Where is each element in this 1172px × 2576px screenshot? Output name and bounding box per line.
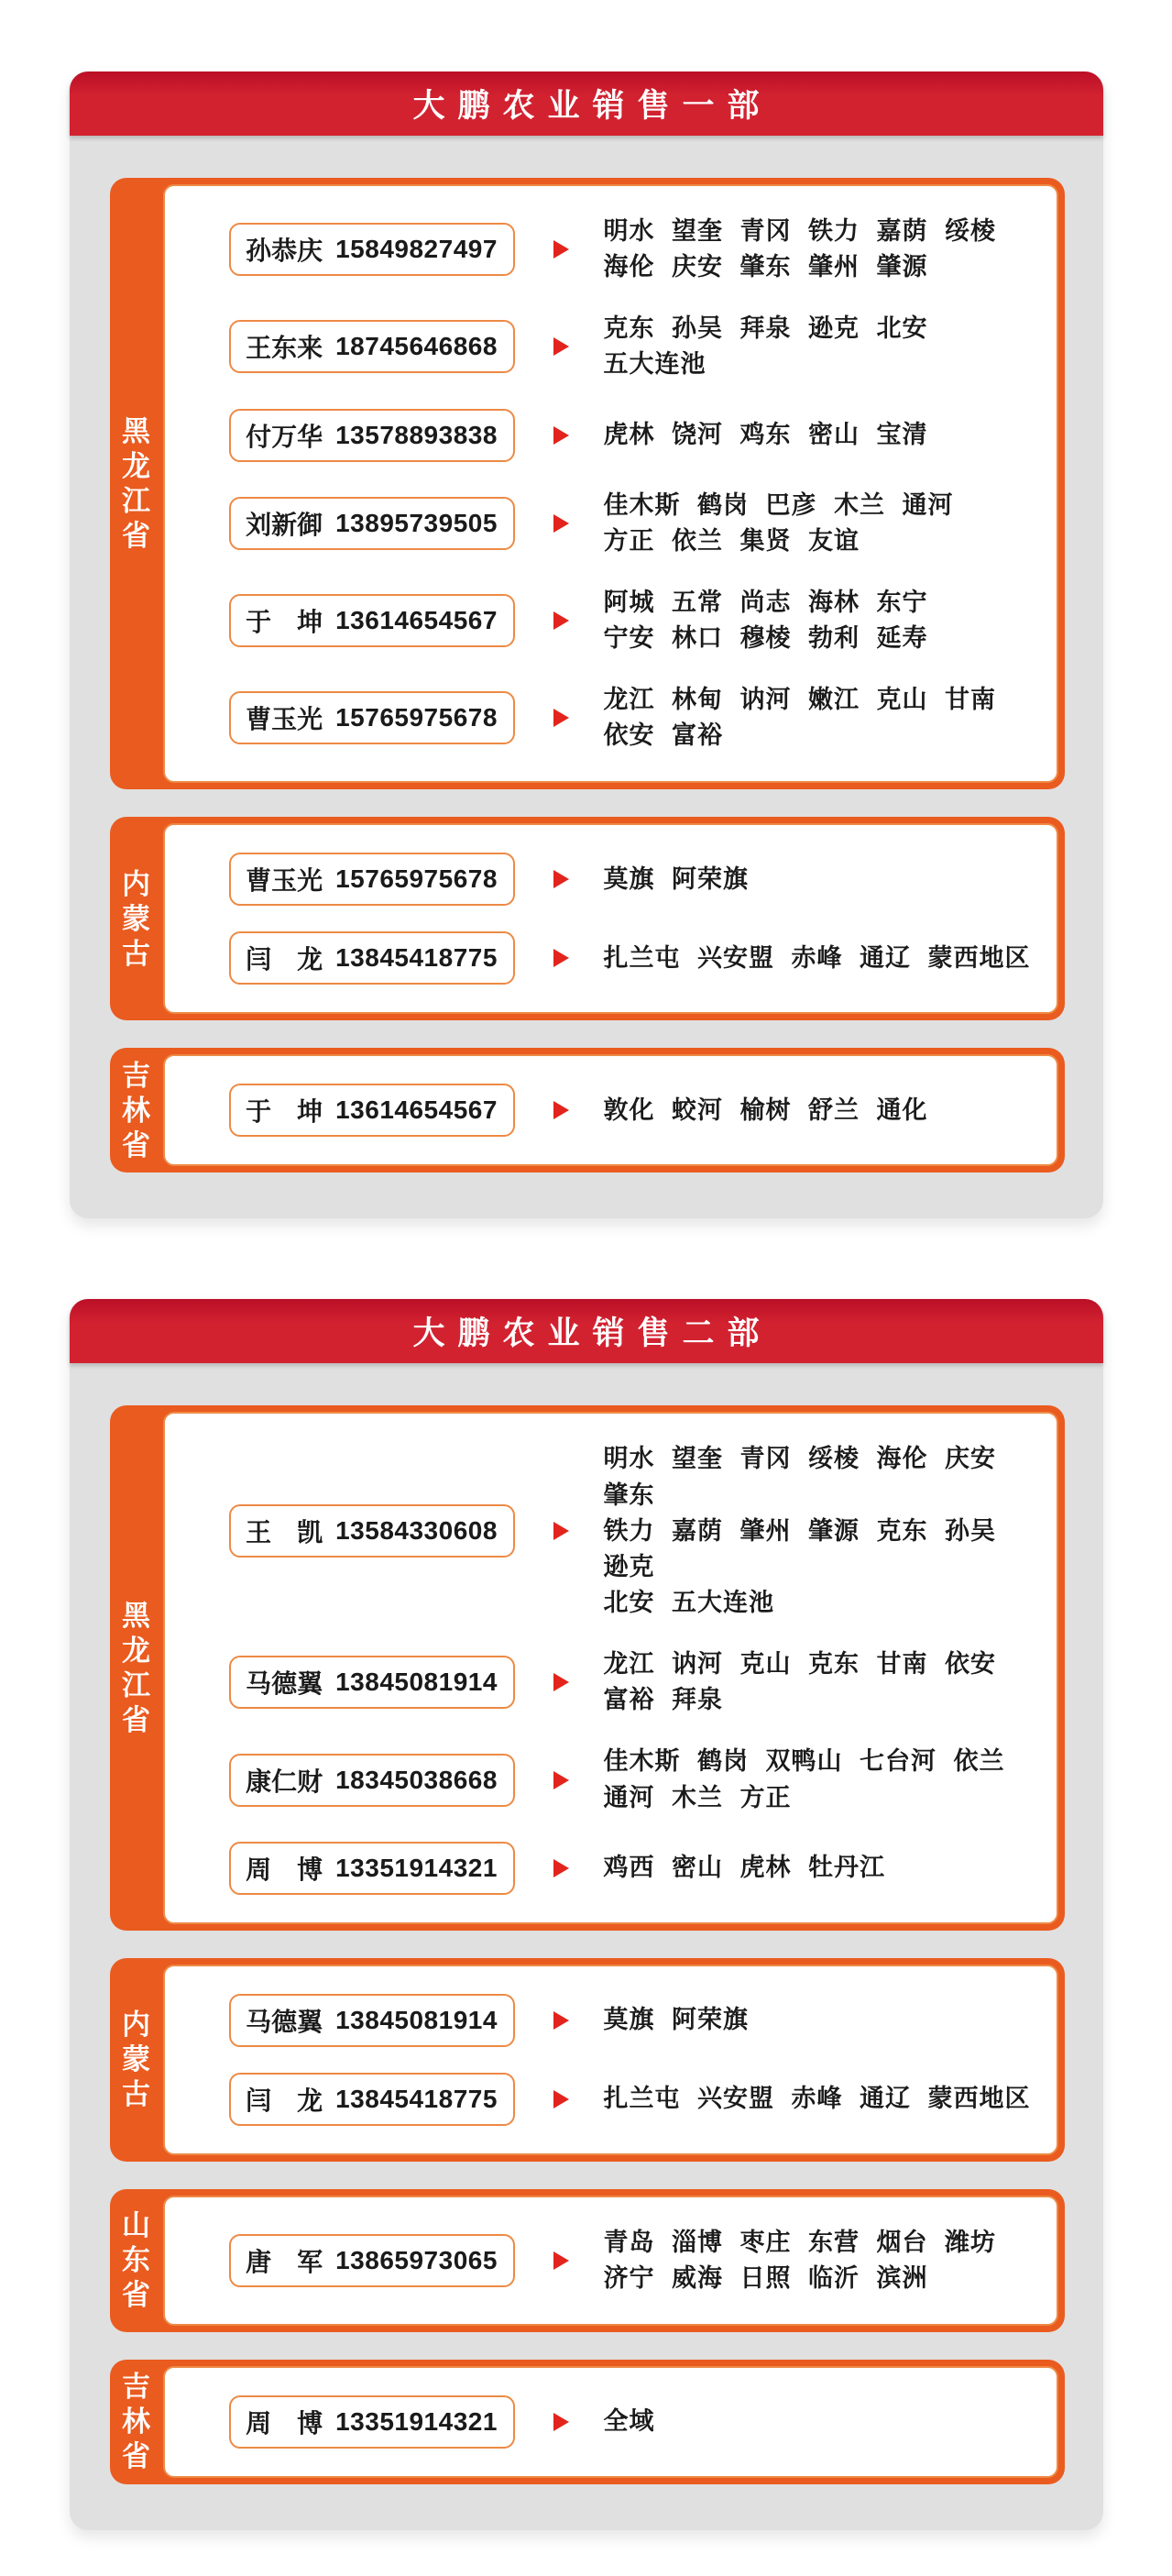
right-triangle-icon — [553, 426, 569, 445]
contact-box — [229, 1994, 515, 2047]
region-lines — [604, 585, 928, 656]
card-title: 大鹏农业销售一部 — [70, 72, 1103, 136]
contact-phone: 13865973065 — [335, 2245, 498, 2274]
contact-phone: 13845418775 — [335, 943, 498, 973]
province-char: 林 — [122, 2405, 150, 2438]
sales-card — [70, 1299, 1103, 2530]
right-triangle-icon — [553, 337, 569, 356]
contact-box — [229, 1504, 515, 1558]
contact-box — [229, 409, 515, 462]
region-lines — [604, 488, 954, 559]
region-lines — [604, 682, 997, 754]
province-char: 东 — [122, 2244, 150, 2277]
region-line: 五大连池 — [603, 350, 706, 379]
contact-name: 于 坤 — [246, 1097, 323, 1127]
contact-name: 闫 龙 — [246, 945, 323, 974]
contact-box — [229, 1842, 515, 1895]
region-lines — [604, 214, 997, 285]
contact-phone: 13845081914 — [335, 2005, 498, 2034]
province-group — [110, 178, 1065, 789]
group-panel — [163, 184, 1058, 783]
region-lines — [604, 311, 928, 382]
right-triangle-icon — [553, 240, 569, 259]
province-tab — [110, 2189, 163, 2332]
sales-card — [70, 72, 1103, 1218]
group-panel — [163, 1412, 1058, 1923]
province-char: 内 — [122, 2009, 150, 2042]
province-char: 山 — [122, 2209, 150, 2242]
region-line: 宁安 林口 穆棱 勃利 延寿 — [603, 623, 928, 652]
region-line: 青岛 淄博 枣庄 东营 烟台 潍坊 — [603, 2228, 997, 2256]
province-char: 江 — [122, 485, 150, 518]
contact-row — [229, 2073, 1035, 2126]
contact-phone: 13578893838 — [335, 420, 498, 449]
right-triangle-icon — [553, 870, 569, 888]
contact-box — [229, 594, 515, 647]
province-tab — [110, 817, 163, 1020]
contact-row — [229, 488, 1035, 559]
region-line: 莫旗 阿荣旗 — [603, 864, 750, 893]
contact-phone: 15765975678 — [335, 864, 498, 894]
region-line: 富裕 拜泉 — [603, 1686, 724, 1714]
contact-name: 马德翼 — [246, 1669, 323, 1699]
right-triangle-icon — [553, 949, 569, 967]
contact-phone: 13351914321 — [335, 1853, 498, 1882]
region-lines — [604, 417, 928, 453]
region-lines — [604, 2081, 1031, 2117]
contact-name: 曹玉光 — [246, 705, 323, 734]
contact-name: 王 凯 — [246, 1518, 323, 1547]
contact-name: 周 博 — [246, 1855, 323, 1884]
province-group — [110, 1958, 1065, 2162]
province-char: 林 — [122, 1094, 150, 1127]
province-tab — [110, 1405, 163, 1930]
province-char: 古 — [122, 937, 150, 970]
province-char: 龙 — [122, 1635, 150, 1668]
contact-box — [229, 2395, 515, 2449]
province-group — [110, 1048, 1065, 1172]
right-triangle-icon — [553, 514, 569, 533]
region-line: 佳木斯 鹤岗 巴彦 木兰 通河 — [603, 490, 954, 519]
region-lines — [604, 2404, 655, 2439]
contact-row — [229, 1084, 1035, 1137]
province-tab — [110, 1958, 163, 2162]
right-triangle-icon — [553, 2011, 569, 2030]
contact-row — [229, 1441, 1035, 1621]
province-char: 蒙 — [122, 2043, 150, 2076]
province-char: 吉 — [122, 1059, 150, 1092]
province-group — [110, 2189, 1065, 2332]
card-body — [70, 136, 1103, 1218]
region-lines — [604, 2225, 997, 2296]
province-group — [110, 817, 1065, 1020]
region-line: 通河 木兰 方正 — [603, 1783, 792, 1811]
contact-name: 刘新御 — [246, 510, 323, 539]
contact-name: 于 坤 — [246, 607, 323, 636]
region-line: 方正 依兰 集贤 友谊 — [603, 526, 860, 555]
region-line: 龙江 林甸 讷河 嫩江 克山 甘南 — [603, 686, 997, 714]
contact-box — [229, 1084, 515, 1137]
province-char: 内 — [122, 867, 150, 900]
region-line: 扎兰屯 兴安盟 赤峰 通辽 蒙西地区 — [603, 943, 1031, 972]
province-char: 江 — [122, 1669, 150, 1702]
right-triangle-icon — [553, 611, 569, 630]
contact-phone: 13895739505 — [335, 508, 498, 537]
region-lines — [604, 1744, 1005, 1815]
contact-row — [229, 409, 1035, 462]
region-line: 虎林 饶河 鸡东 密山 宝清 — [603, 420, 928, 448]
card-body — [70, 1363, 1103, 2530]
contact-row — [229, 2225, 1035, 2296]
contact-name: 付万华 — [246, 422, 323, 451]
right-triangle-icon — [553, 2251, 569, 2270]
province-tab — [110, 1048, 163, 1172]
contact-name: 闫 龙 — [246, 2086, 323, 2115]
province-group — [110, 2360, 1065, 2484]
region-line: 莫旗 阿荣旗 — [603, 2006, 750, 2034]
region-line: 明水 望奎 青冈 绥棱 海伦 庆安 肇东 — [603, 1445, 997, 1509]
contact-box — [229, 2073, 515, 2126]
region-line: 北安 五大连池 — [603, 1588, 775, 1616]
contact-name: 唐 军 — [246, 2247, 323, 2276]
province-char: 古 — [122, 2078, 150, 2111]
contact-phone: 18745646868 — [335, 332, 498, 361]
contact-box — [229, 223, 515, 276]
province-char: 吉 — [122, 2371, 150, 2404]
region-line: 龙江 讷河 克山 克东 甘南 依安 — [603, 1650, 997, 1679]
region-line: 明水 望奎 青冈 铁力 嘉荫 绥棱 — [603, 217, 997, 245]
region-line: 克东 孙吴 拜泉 逊克 北安 — [603, 314, 928, 343]
province-char: 黑 — [122, 1600, 150, 1633]
region-line: 佳木斯 鹤岗 双鸭山 七台河 依兰 — [603, 1747, 1005, 1776]
contact-name: 周 博 — [246, 2408, 323, 2438]
contact-box — [229, 853, 515, 906]
contact-name: 马德翼 — [246, 2007, 323, 2036]
region-line: 扎兰屯 兴安盟 赤峰 通辽 蒙西地区 — [603, 2085, 1031, 2113]
contact-row — [229, 1646, 1035, 1718]
contact-phone: 13614654567 — [335, 1095, 498, 1125]
province-char: 省 — [122, 1704, 150, 1737]
contact-row — [229, 853, 1035, 906]
contact-row — [229, 311, 1035, 382]
group-panel — [163, 2366, 1058, 2478]
group-panel — [163, 1965, 1058, 2155]
right-triangle-icon — [553, 709, 569, 727]
region-lines — [604, 941, 1031, 976]
right-triangle-icon — [553, 1859, 569, 1877]
right-triangle-icon — [553, 1771, 569, 1789]
province-tab — [110, 178, 163, 789]
group-panel — [163, 823, 1058, 1014]
contact-phone: 13845081914 — [335, 1668, 498, 1697]
region-line: 敦化 蛟河 榆树 舒兰 通化 — [603, 1095, 928, 1124]
contact-box — [229, 2234, 515, 2287]
province-char: 蒙 — [122, 902, 150, 935]
right-triangle-icon — [553, 1522, 569, 1540]
contact-phone: 15765975678 — [335, 703, 498, 732]
region-lines — [604, 1093, 928, 1128]
contact-row — [229, 2395, 1035, 2449]
region-lines — [604, 2002, 750, 2038]
region-line: 全域 — [603, 2407, 655, 2436]
contact-phone: 13614654567 — [335, 605, 498, 634]
province-char: 龙 — [122, 450, 150, 483]
region-lines — [604, 1646, 997, 1718]
region-line: 依安 富裕 — [603, 721, 724, 750]
contact-phone: 15849827497 — [335, 235, 498, 264]
region-line: 鸡西 密山 虎林 牡丹江 — [603, 1854, 886, 1882]
region-line: 铁力 嘉荫 肇州 肇源 克东 孙吴 逊克 — [603, 1516, 997, 1580]
region-line: 阿城 五常 尚志 海林 东宁 — [603, 588, 928, 616]
contact-phone: 18345038668 — [335, 1765, 498, 1794]
contact-box — [229, 931, 515, 985]
contact-row — [229, 585, 1035, 656]
province-char: 省 — [122, 1128, 150, 1161]
contact-name: 王东来 — [246, 334, 323, 363]
region-line: 济宁 威海 日照 临沂 滨洲 — [603, 2263, 928, 2292]
contact-row — [229, 931, 1035, 985]
province-char: 省 — [122, 2440, 150, 2473]
group-panel — [163, 1054, 1058, 1166]
contact-phone: 13584330608 — [335, 1516, 498, 1546]
contact-row — [229, 1994, 1035, 2047]
contact-row — [229, 1842, 1035, 1895]
contact-box — [229, 1754, 515, 1807]
right-triangle-icon — [553, 1101, 569, 1119]
contact-row — [229, 1744, 1035, 1815]
province-char: 省 — [122, 520, 150, 553]
right-triangle-icon — [553, 2413, 569, 2431]
card-title: 大鹏农业销售二部 — [70, 1299, 1103, 1363]
province-tab — [110, 2360, 163, 2484]
contact-phone: 13351914321 — [335, 2406, 498, 2436]
contact-name: 曹玉光 — [246, 866, 323, 896]
contact-name: 康仁财 — [246, 1767, 323, 1796]
contact-box — [229, 497, 515, 550]
province-char: 黑 — [122, 415, 150, 448]
contact-row — [229, 214, 1035, 285]
right-triangle-icon — [553, 2090, 569, 2108]
contact-box — [229, 691, 515, 744]
contact-row — [229, 682, 1035, 754]
contact-box — [229, 320, 515, 373]
contact-name: 孙恭庆 — [246, 237, 323, 266]
contact-box — [229, 1656, 515, 1709]
region-lines — [604, 1441, 1035, 1621]
region-lines — [604, 1850, 886, 1886]
province-char: 省 — [122, 2279, 150, 2312]
contact-phone: 13845418775 — [335, 2084, 498, 2113]
region-lines — [604, 862, 750, 897]
group-panel — [163, 2196, 1058, 2326]
region-line: 海伦 庆安 肇东 肇州 肇源 — [603, 253, 928, 281]
right-triangle-icon — [553, 1673, 569, 1691]
province-group — [110, 1405, 1065, 1930]
